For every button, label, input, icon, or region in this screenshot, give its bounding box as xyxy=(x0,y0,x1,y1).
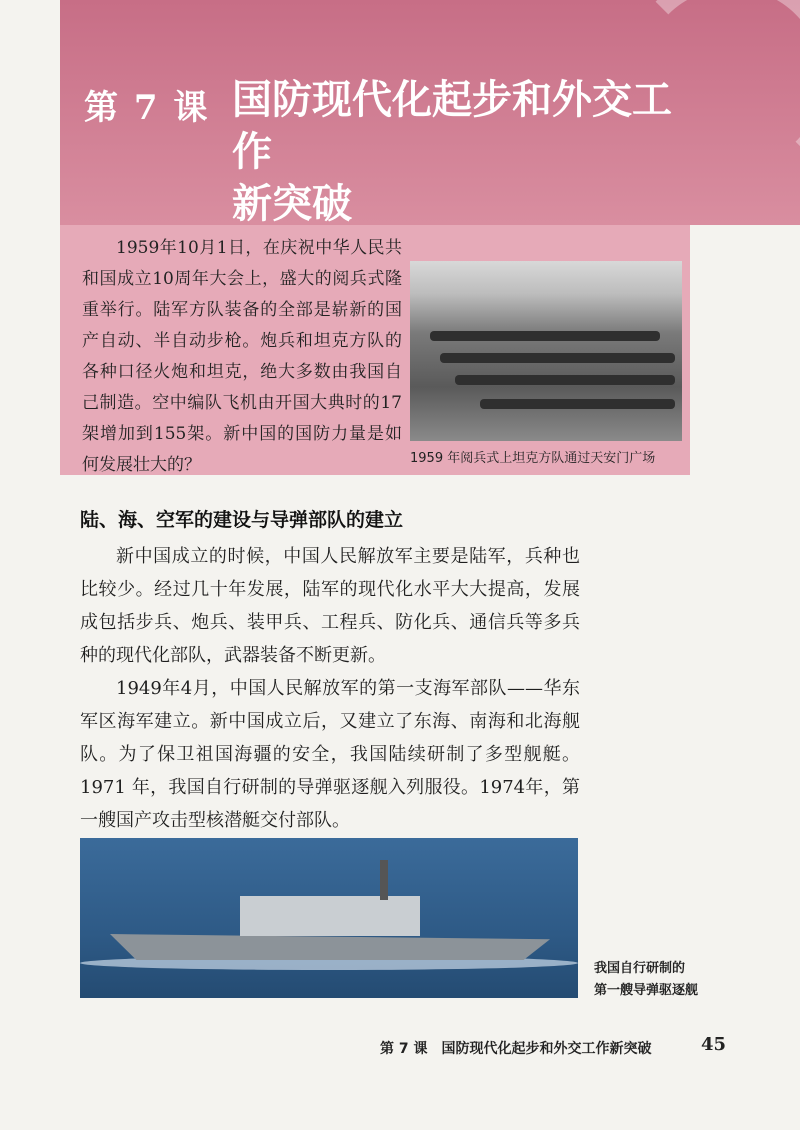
ship-hull xyxy=(110,934,550,960)
paragraph-army: 新中国成立的时候，中国人民解放军主要是陆军，兵种也比较少。经过几十年发展，陆军的现代化水平大大提高，发展成包括步兵、炮兵、装甲兵、工程兵、防化兵、通信兵等多兵种的现代化部队，武器装备不断更新。 xyxy=(80,546,580,666)
lesson-title-line2: 新突破 xyxy=(232,180,352,225)
ship-superstructure xyxy=(240,896,420,936)
tank-row xyxy=(480,399,675,409)
tank-row xyxy=(430,331,660,341)
running-footer: 第 7 课 国防现代化起步和外交工作新突破 xyxy=(380,1041,652,1057)
paragraph-navy: 1949年4月，中国人民解放军的第一支海军部队——华东军区海军建立。新中国成立后，又建立了东海、南海和北海舰队。为了保卫祖国海疆的安全，我国陆续研制了多型舰艇。1971 年，我国自行研制的导弹驱逐舰入列服役。1974年，第一艘国产攻击型核潜艇交付部队。 xyxy=(80,678,580,831)
page-number: 45 xyxy=(701,1034,727,1055)
ship-mast xyxy=(380,860,388,900)
lesson-title-line1: 国防现代化起步和外交工作 xyxy=(232,76,672,175)
parade-photo-caption: 1959 年阅兵式上坦克方队通过天安门广场 xyxy=(410,451,656,466)
tank-row xyxy=(455,375,675,385)
intro-text: 1959年10月1日，在庆祝中华人民共和国成立10周年大会上，盛大的阅兵式隆重举行。陆军方队装备的全部是崭新的国产自动、半自动步枪。炮兵和坦克方队的各种口径火炮和坦克，绝大多数由我国自己制造。空中编队飞机由开国大典时的17架增加到155架。新中国的国防力量是如何发展壮大的？ xyxy=(82,238,402,475)
ship-caption-line1: 我国自行研制的 xyxy=(594,961,686,976)
tank-row xyxy=(440,353,675,363)
parade-tank-photo xyxy=(410,261,682,441)
destroyer-photo-caption xyxy=(594,958,734,1002)
intro-box xyxy=(60,225,690,475)
lesson-number: 第 7 课 xyxy=(84,88,210,128)
destroyer-photo xyxy=(80,838,578,998)
lesson-title xyxy=(232,74,692,225)
ship-caption-line2: 第一艘导弹驱逐舰 xyxy=(594,983,699,998)
section-heading: 陆、海、空军的建设与导弹部队的建立 xyxy=(80,509,404,531)
lesson-header-banner xyxy=(60,0,800,225)
